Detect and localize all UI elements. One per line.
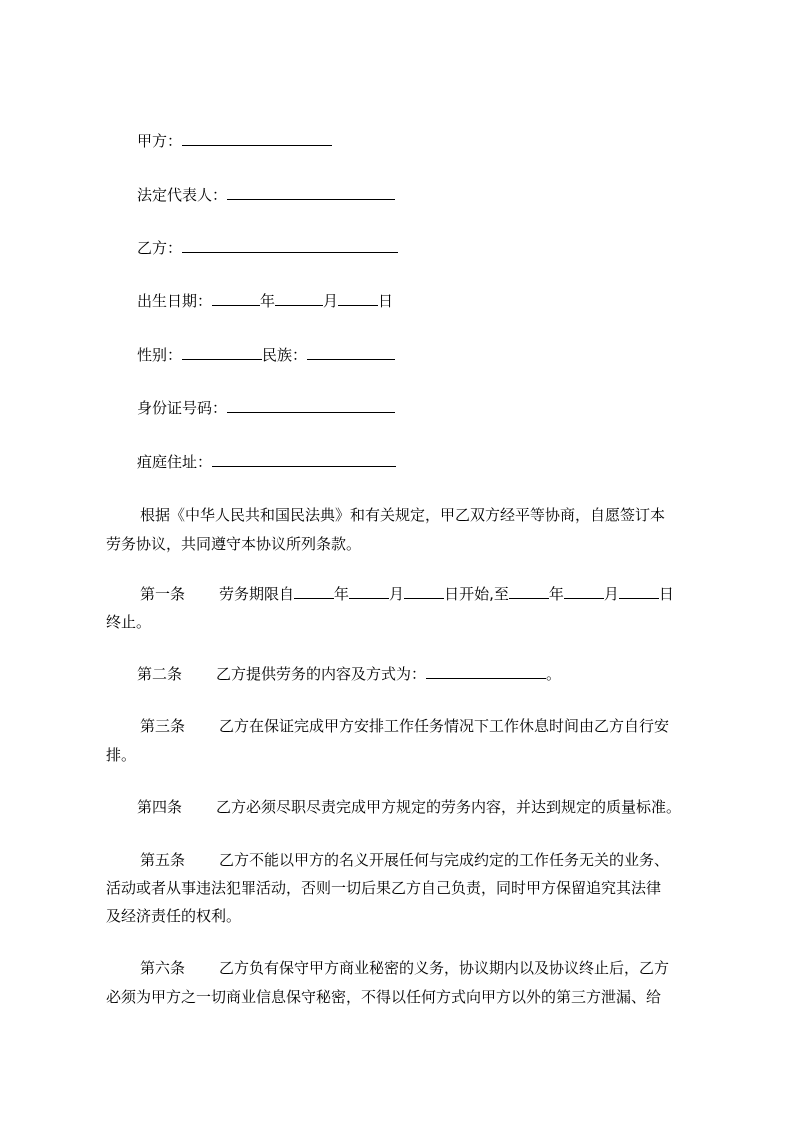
dob-month-blank[interactable] xyxy=(275,291,323,306)
article-4-title: 第四条 xyxy=(137,798,183,816)
article-1-to: 至 xyxy=(493,585,509,603)
ethnicity-blank[interactable] xyxy=(307,345,395,360)
intro-line-1: 根据《中华人民共和国民法典》和有关规定，甲乙双方经平等协商，自愿签订本 xyxy=(140,506,666,524)
legal-rep-blank[interactable] xyxy=(227,185,395,200)
dob-day-blank[interactable] xyxy=(338,291,378,306)
dob-year-blank[interactable] xyxy=(212,291,260,306)
article-1-year: 年 xyxy=(334,585,350,603)
id-number-label: 身份证号码： xyxy=(137,399,228,417)
article-1-day-end: 日 xyxy=(658,585,674,603)
dob-month-unit: 月 xyxy=(323,292,339,310)
legal-rep-label: 法定代表人： xyxy=(137,186,228,204)
article-6-line-1 xyxy=(140,958,669,978)
article-1-end-month-blank[interactable] xyxy=(564,584,604,599)
article-3-title: 第三条 xyxy=(140,717,186,735)
address-label: 疽庭住址： xyxy=(137,453,213,471)
article-1-start-year-blank[interactable] xyxy=(294,584,334,599)
article-5-line-3: 及经济责任的权利。 xyxy=(106,907,242,925)
id-number-row xyxy=(137,398,395,418)
article-2-blank[interactable] xyxy=(426,664,546,679)
article-5-line-2: 活动或者从事违法犯罪活动，否则一切后果乙方自己负责，同时甲方保留追究其法律 xyxy=(106,879,662,897)
article-4-line-1 xyxy=(137,797,681,817)
article-2-line-1 xyxy=(137,664,561,684)
dob-label: 出生日期： xyxy=(137,292,213,310)
article-1-month: 月 xyxy=(389,585,405,603)
party-b-row xyxy=(137,238,398,258)
party-b-blank[interactable] xyxy=(182,238,398,253)
article-1-start-day-blank[interactable] xyxy=(404,584,444,599)
article-3-line-1 xyxy=(140,716,669,736)
article-3-line-2: 排。 xyxy=(106,746,137,764)
article-1-year-2: 年 xyxy=(548,585,564,603)
party-a-blank[interactable] xyxy=(182,131,332,146)
article-1-end-year-blank[interactable] xyxy=(509,584,549,599)
dob-row xyxy=(137,291,393,311)
intro-line-2: 劳务协议，共同遵守本协议所列条款。 xyxy=(106,535,362,553)
article-1-line-1 xyxy=(140,584,674,604)
address-blank[interactable] xyxy=(212,452,396,467)
ethnicity-label: 民族： xyxy=(262,346,308,364)
article-1-start-month-blank[interactable] xyxy=(349,584,389,599)
gender-row xyxy=(137,345,395,365)
party-a-label: 甲方： xyxy=(137,132,183,150)
article-2-end: 。 xyxy=(546,665,562,683)
party-b-label: 乙方： xyxy=(137,239,183,257)
article-1-title: 第一条 xyxy=(140,585,186,603)
address-row xyxy=(137,452,396,472)
dob-year-unit: 年 xyxy=(260,292,276,310)
id-number-blank[interactable] xyxy=(227,398,395,413)
article-1-line-2: 终止。 xyxy=(106,613,152,631)
article-6-text: 乙方负有保守甲方商业秘密的义务，协议期内以及协议终止后，乙方 xyxy=(219,959,670,977)
dob-day-unit: 日 xyxy=(378,292,394,310)
article-1-end-day-blank[interactable] xyxy=(619,584,659,599)
article-1-month-2: 月 xyxy=(603,585,619,603)
article-2-text: 乙方提供劳务的内容及方式为： xyxy=(216,665,427,683)
article-3-text: 乙方在保证完成甲方安排工作任务情况下工作休息时间由乙方自行安 xyxy=(219,717,670,735)
article-1-day-start: 日开始, xyxy=(444,585,494,603)
gender-label: 性别： xyxy=(137,346,183,364)
article-4-text: 乙方必须尽职尽责完成甲方规定的劳务内容，并达到规定的质量标准。 xyxy=(216,798,682,816)
legal-rep-row xyxy=(137,185,395,205)
gender-blank[interactable] xyxy=(182,345,262,360)
article-2-title: 第二条 xyxy=(137,665,183,683)
article-5-title: 第五条 xyxy=(140,851,186,869)
article-6-line-2: 必须为甲方之一切商业信息保守秘密，不得以任何方式向甲方以外的第三方泄漏、给 xyxy=(106,988,662,1006)
article-1-text: 劳务期限自 xyxy=(219,585,295,603)
party-a-row xyxy=(137,131,332,151)
article-5-line-1 xyxy=(140,850,669,870)
article-5-text: 乙方不能以甲方的名义开展任何与完成约定的工作任务无关的业务、 xyxy=(219,851,670,869)
article-6-title: 第六条 xyxy=(140,959,186,977)
